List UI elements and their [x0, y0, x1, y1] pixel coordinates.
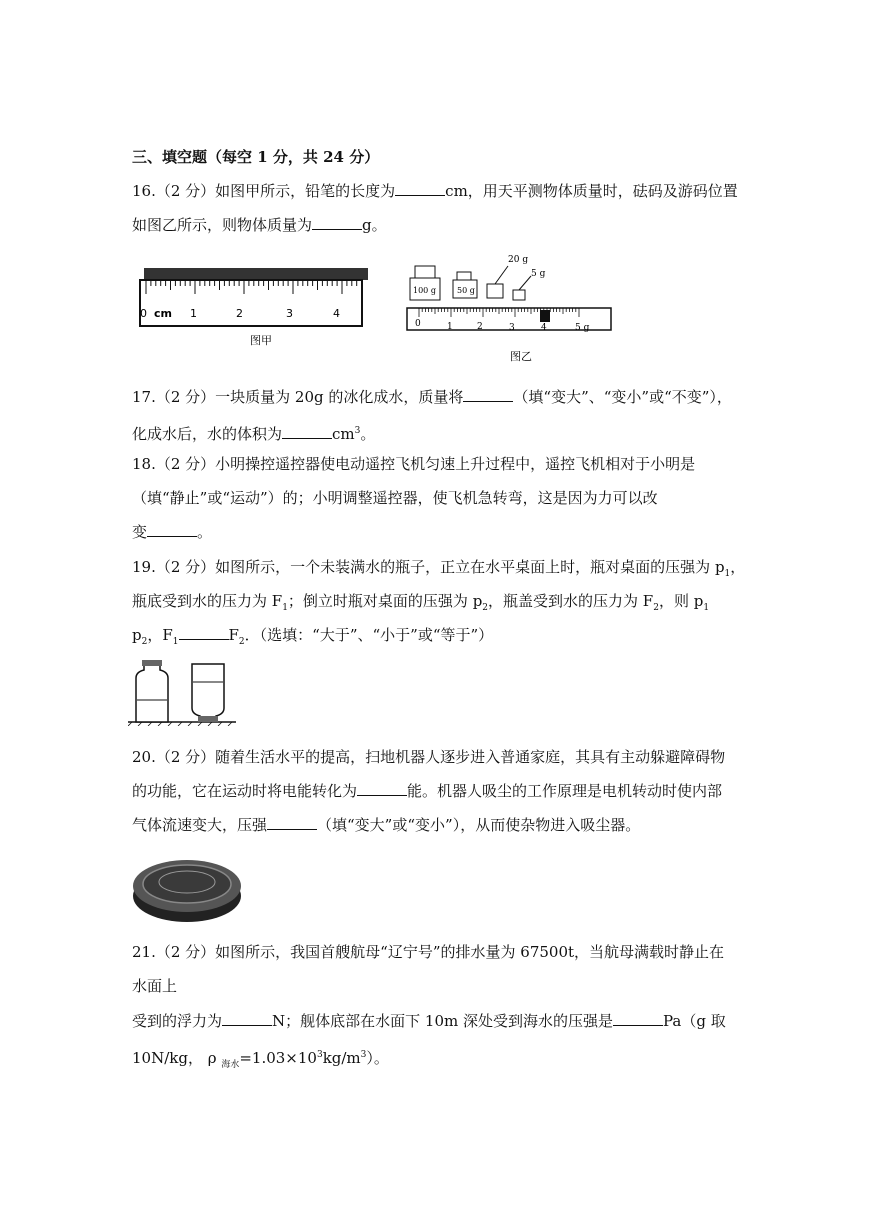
- rider-marker: [540, 310, 550, 322]
- answer-blank[interactable]: [222, 1011, 272, 1026]
- answer-blank[interactable]: [147, 522, 197, 537]
- scale-label-0: 0: [415, 319, 421, 329]
- scale-label-5: 5 g: [575, 323, 590, 333]
- q16-line2: 如图乙所示，则物体质量为 g。: [132, 216, 387, 234]
- q19-line1: 19.（2 分）如图所示，一个未装满水的瓶子，正立在水平桌面上时，瓶对桌面的压强为 $p_1$，: [132, 558, 746, 579]
- tick-label-3: 3: [286, 307, 293, 320]
- q20-line3: 气体流速变大，压强 （填“变大”或“变小”），从而使杂物进入吸尘器。: [132, 816, 641, 834]
- ruler-unit-label: cm: [154, 307, 172, 320]
- upright-bottle: [136, 664, 168, 722]
- ruler-body: [140, 280, 362, 326]
- q17-line2: 化成水后，水的体积为 $cm^3$。: [132, 425, 376, 443]
- answer-blank[interactable]: [463, 387, 513, 402]
- figure-caption-jia: 图甲: [250, 334, 272, 347]
- weight-50g-label: 50 g: [457, 286, 475, 295]
- weight-20g-label: 20 g: [508, 255, 529, 265]
- weight-20g: [487, 284, 503, 298]
- q20-line1: 20.（2 分）随着生活水平的提高，扫地机器人逐步进入普通家庭，其具有主动躲避障碍物: [132, 748, 726, 766]
- answer-blank[interactable]: [179, 625, 229, 640]
- q19-line3: $p_2$，$F_1$ $F_2$．（选填：“大于”、“小于”或“等于”）: [132, 626, 494, 647]
- q21-line4: 10N/kg， ρ $_{海水}=1.03\times 10^3kg/m^3$）。: [132, 1049, 389, 1070]
- q20-line2: 的功能，它在运动时将电能转化为 能。机器人吸尘的工作原理是电机转动时使内部: [132, 782, 723, 800]
- ruler-pencil-figure: [132, 262, 368, 354]
- q16-line1: 16.（2 分）如图甲所示，铅笔的长度为 cm，用天平测物体质量时，砝码及游码位置: [132, 182, 738, 200]
- balance-weights-figure: [405, 250, 620, 368]
- scale-label-2: 2: [477, 322, 483, 332]
- weight-5g-label: 5 g: [531, 269, 546, 279]
- bottles-figure: [128, 660, 238, 726]
- scale-label-4: 4: [541, 323, 547, 333]
- section-title: 三、填空题（每空 1 分，共 24 分）: [132, 148, 380, 166]
- q21-line1: 21.（2 分）如图所示，我国首艘航母“辽宁号”的排水量为 67500t，当航母满载时静止在: [132, 943, 725, 961]
- q18-line1: 18.（2 分）小明操控遥控器使电动遥控飞机匀速上升过程中，遥控飞机相对于小明是: [132, 455, 696, 473]
- scale-label-1: 1: [447, 322, 453, 332]
- q21-line3: 受到的浮力为 N；舰体底部在水面下 10m 深处受到海水的压强是 Pa（g 取: [132, 1012, 726, 1030]
- figure-caption-yi: 图乙: [510, 350, 532, 363]
- weight-100g-label: 100 g: [413, 286, 436, 295]
- pencil-shape: [144, 268, 368, 280]
- q17-line1: 17.（2 分）一块质量为 20g 的冰化成水，质量将 （填“变大”、“变小”或“不变”），: [132, 388, 732, 406]
- inverted-bottle: [192, 664, 224, 720]
- answer-blank[interactable]: [613, 1011, 663, 1026]
- q18-line2: （填“静止”或“运动”）的；小明调整遥控器，使飞机急转弯，这是因为力可以改: [132, 489, 658, 507]
- tick-label-1: 1: [190, 307, 197, 320]
- answer-blank[interactable]: [395, 181, 445, 196]
- robot-vacuum-figure: [130, 852, 245, 926]
- tick-label-4: 4: [333, 307, 340, 320]
- answer-blank[interactable]: [267, 815, 317, 830]
- answer-blank[interactable]: [357, 781, 407, 796]
- answer-blank[interactable]: [282, 424, 332, 439]
- answer-blank[interactable]: [312, 215, 362, 230]
- tick-label-2: 2: [236, 307, 243, 320]
- upright-bottle-cap: [142, 660, 162, 666]
- q19-line2: 瓶底受到水的压力为 $F_1$；倒立时瓶对桌面的压强为 $p_2$，瓶盖受到水的压力为 $F_2$，则 $p_1$: [132, 592, 710, 613]
- q21-line2: 水面上: [132, 977, 178, 995]
- weight-5g: [513, 290, 525, 300]
- tick-label-0: 0: [140, 307, 147, 320]
- q18-line3: 变 。: [132, 523, 213, 541]
- inverted-bottle-cap: [198, 716, 218, 722]
- scale-label-3: 3: [509, 323, 515, 333]
